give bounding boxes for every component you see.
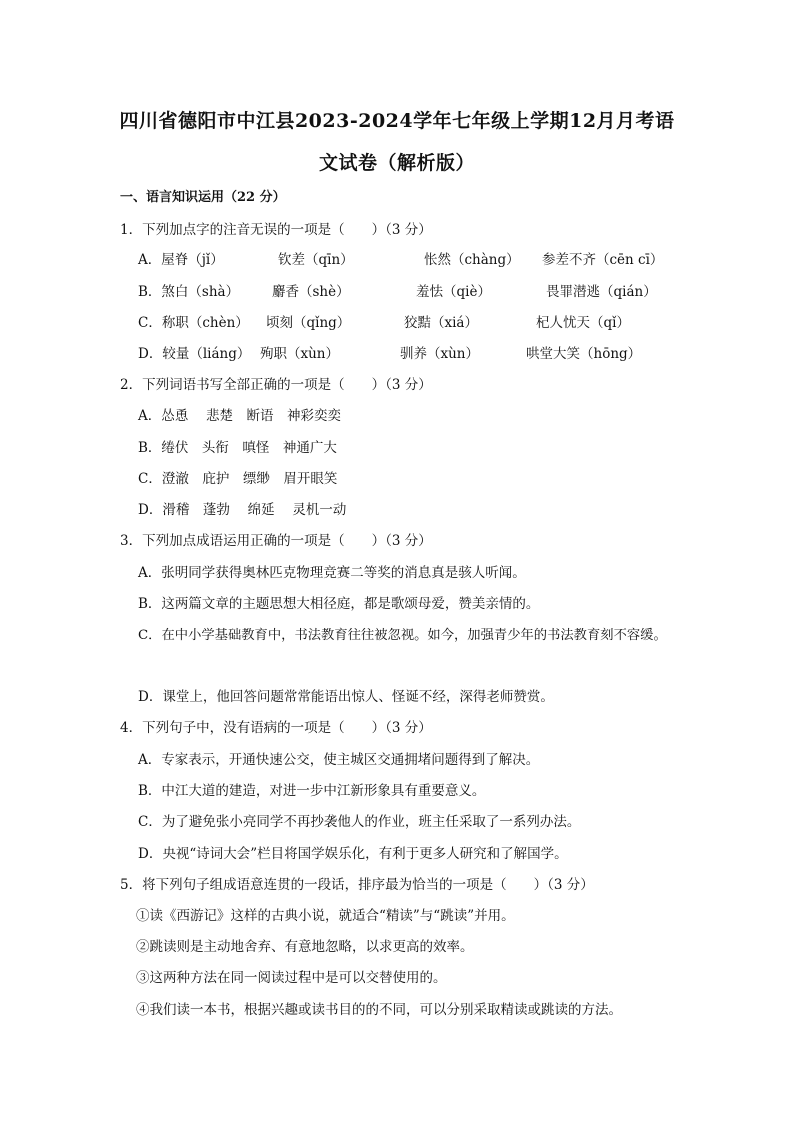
q1-option-a-4: 参差不齐（cēn cī） (542, 252, 664, 268)
q2-option-a: A．怂恿 悲楚 断语 神彩奕奕 (138, 408, 342, 424)
section-heading: 一、语言知识运用（22 分） (120, 190, 286, 205)
q2-option-d: D．滑稽 蓬勃 绵延 灵机一动 (138, 502, 347, 518)
q5-item-4: ④我们读一本书，根据兴趣或读书目的的不同，可以分别采取精读或跳读的方法。 (136, 1002, 622, 1018)
q3-option-c: C．在中小学基础教育中，书法教育往往被忽视。如今，加强青少年的书法教育刻不容缓。 (138, 628, 667, 643)
page-title-line2: 文试卷（解析版） (318, 152, 475, 174)
question-4-stem: 4．下列句子中，没有语病的一项是（ ）（3 分） (120, 720, 432, 736)
q5-item-3: ③这两种方法在同一阅读过程中是可以交替使用的。 (136, 970, 447, 986)
q1-option-a-2: 钦差（qīn） (278, 252, 354, 268)
q1-option-c-4: 杞人忧天（qǐ） (536, 315, 630, 331)
q1-option-c-2: 顷刻（qǐng） (266, 315, 351, 331)
q4-option-d: D．央视“诗词大会”栏目将国学娱乐化，有利于更多人研究和了解国学。 (138, 846, 568, 862)
q3-option-a: A．张明同学获得奥林匹克物理竞赛二等奖的消息真是骇人听闻。 (138, 565, 526, 581)
q2-option-c: C．澄澈 庇护 缥缈 眉开眼笑 (138, 471, 338, 487)
q1-option-d-2: 殉职（xùn） (260, 346, 340, 362)
q1-option-b-4: 畏罪潜逃（qián） (546, 284, 657, 300)
q1-option-b-2: 麝香（shè） (272, 284, 350, 300)
page-title-line1: 四川省德阳市中江县2023-2024学年七年级上学期12月月考语 (119, 110, 675, 132)
q1-option-d-3: 驯养（xùn） (400, 346, 480, 362)
q5-item-2: ②跳读则是主动地舍弃、有意地忽略，以求更高的效率。 (136, 939, 474, 955)
q1-option-c-1: C．称职（chèn） (138, 315, 249, 331)
q3-option-b: B．这两篇文章的主题思想大相径庭，都是歌颂母爱，赞美亲情的。 (138, 596, 540, 612)
question-2-stem: 2．下列词语书写全部正确的一项是（ ）（3 分） (120, 377, 432, 393)
question-3-stem: 3．下列加点成语运用正确的一项是（ ）（3 分） (120, 533, 432, 549)
q1-option-d-4: 哄堂大笑（hōng） (526, 346, 642, 362)
question-5-stem: 5．将下列句子组成语意连贯的一段话，排序最为恰当的一项是（ ）（3 分） (120, 877, 594, 893)
question-1-stem: 1．下列加点字的注音无误的一项是（ ）（3 分） (120, 222, 432, 238)
q5-item-1: ①读《西游记》这样的古典小说，就适合“精读”与“跳读”并用。 (136, 908, 515, 924)
q1-option-b-1: B．煞白（shà） (138, 284, 240, 300)
q1-option-a-3: 怅然（chàng） (424, 252, 520, 268)
q4-option-c: C．为了避免张小亮同学不再抄袭他人的作业，班主任采取了一系列办法。 (138, 814, 581, 830)
q4-option-a: A．专家表示，开通快速公交，使主城区交通拥堵问题得到了解决。 (138, 752, 540, 768)
q3-option-d: D．课堂上，他回答问题常常能语出惊人、怪诞不经，深得老师赞赏。 (138, 689, 554, 705)
q1-option-b-3: 羞怯（qiè） (416, 284, 491, 300)
q1-option-d-1: D．较量（liáng） (138, 346, 251, 362)
q1-option-c-3: 狡黠（xiá） (404, 315, 478, 331)
q2-option-b: B．绻伏 头衔 嗔怪 神通广大 (138, 440, 337, 456)
q1-option-a-1: A．屋脊（jǐ） (138, 252, 224, 268)
q4-option-b: B．中江大道的建造，对进一步中江新形象具有重要意义。 (138, 783, 486, 799)
